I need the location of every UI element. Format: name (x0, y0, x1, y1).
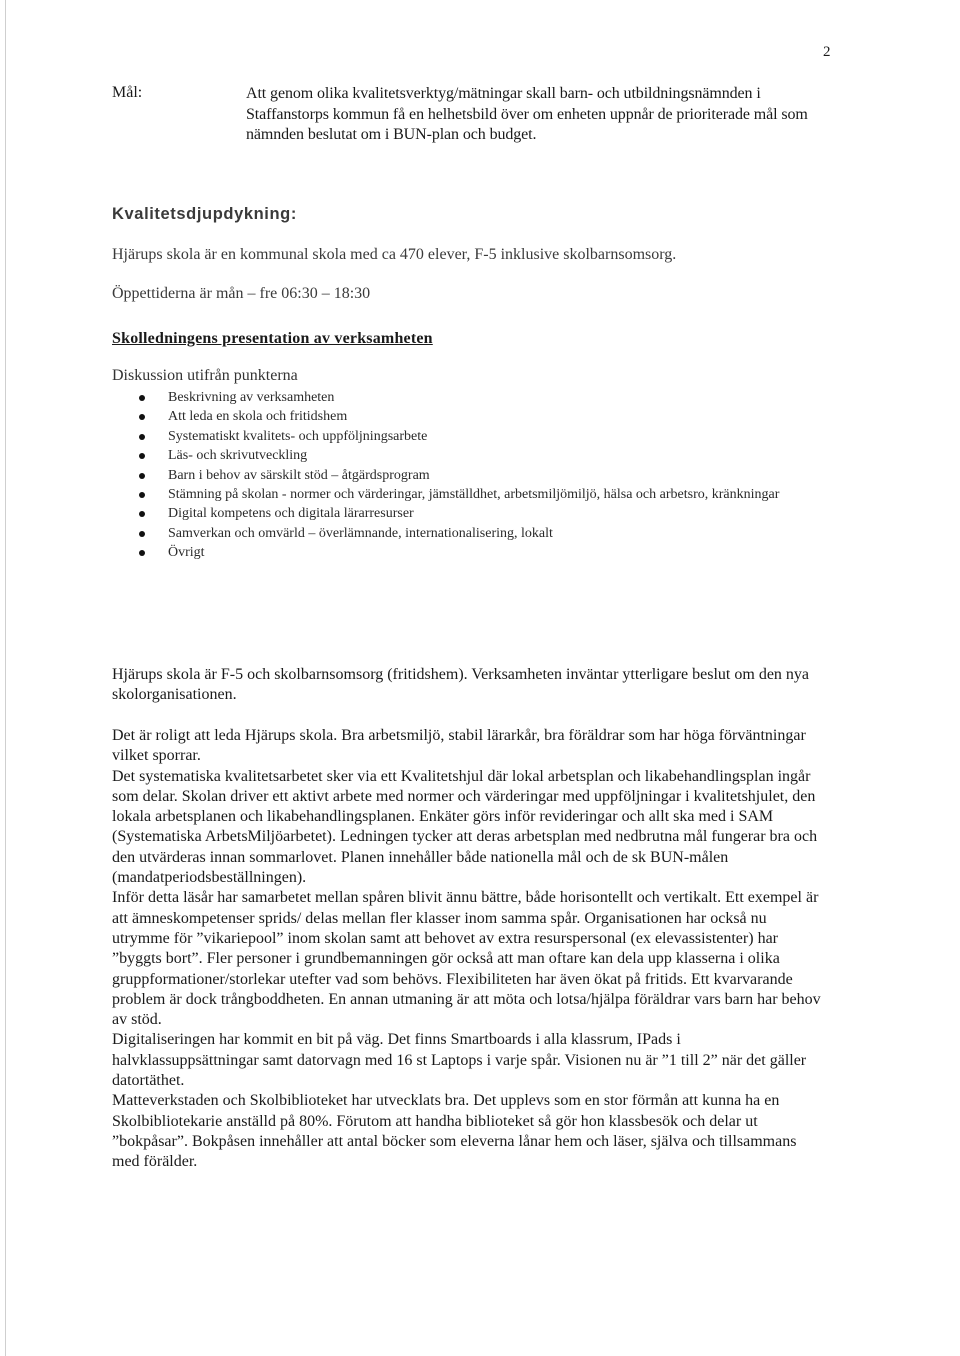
topic-text: Samverkan och omvärld – överlämnande, internationalisering, lokalt (168, 525, 553, 541)
goal-text: Att genom olika kvalitetsverktyg/mätningar skall barn- och utbildningsnämnden i Staffanstorps kommun få en helhetsbild över om enheten uppnår de prioriterade mål som nämnden beslutat om i BUN-plan och budget. (246, 85, 808, 143)
deep-dive-heading: Kvalitetsdjupdykning: (112, 205, 297, 223)
body-paragraph-organisation: Hjärups skola är F-5 och skolbarnsomsorg (fritidshem). Verksamheten inväntar ytterligare beslut om den nya skolorganisationen. (112, 666, 810, 704)
topic-text: Barn i behov av särskilt stöd – åtgärdsprogram (168, 467, 430, 483)
topic-text: Digital kompetens och digitala lärarresurser (168, 506, 414, 522)
bullet-icon (139, 395, 145, 401)
bullet-icon (139, 511, 145, 517)
goal-label: Mål: (112, 84, 143, 101)
topic-list (130, 388, 810, 563)
topic-item (130, 407, 810, 426)
topic-text: Övrigt (168, 545, 205, 561)
bullet-icon (139, 531, 145, 537)
topic-text: Läs- och skrivutveckling (168, 448, 308, 464)
topic-item (130, 446, 810, 465)
bullet-icon (139, 492, 145, 498)
topic-item (130, 524, 810, 543)
topic-item (130, 388, 810, 407)
topic-item (130, 485, 810, 504)
topic-item (130, 504, 810, 523)
discussion-intro: Diskussion utifrån punkterna (112, 367, 298, 384)
opening-hours: Öppettiderna är mån – fre 06:30 – 18:30 (112, 285, 371, 302)
body-paragraph-leadership: Det är roligt att leda Hjärups skola. Bra arbetsmiljö, stabil lärarkår, bra föräldrar som har höga förväntningar vilket sporrar. Det systematiska kvalitetsarbetet sker via ett Kvalitetshjul där lokal arbetsplan och likabehandlingsplan ingår som delar. Skolan driver ett aktivt arbete med normer och värderingar med uppföljningar i kvalitetshjulet, den lokala arbetsplanen och likabehandlingsplanen. Enkäter görs inför revideringar och allt ska med i SAM (Systematiska ArbetsMiljöarbetet). Ledningen tycker att deras arbetsplan med nedbrutna mål fungerar bra och den utvärderas innan sommarlovet. Planen innehåller både nationella mål och de sk BUN-målen (mandatperiodsbeställningen). Inför detta läsår har samarbetet mellan spåren blivit ännu bättre, både horisontellt och vertikalt. Ett exempel är att ämneskompetenser sprids/ delas mellan fler klasser inom samma spår. Organisationen har också nu utrymme för ”vikariepool” inom skolan samt att behovet av extra resurspersonal (ex elevassistenter) har ”byggts bort”. Fler personer i grundbemanningen gör också att man oftare kan dela upp klasserna i olika gruppformationer/storlekar utefter vad som behövs. Flexibiliteten har även ökat på fritids. Ett kvarvarande problem är dock trångboddheten. En annan utmaning är att möta och lotsa/hjälpa föräldrar vars barn har behov av stöd. Digitaliseringen har kommit en bit på väg. Det finns Smartboards i alla klassrum, IPads i halvklassuppsättningar samt datorvagn med 16 st Laptops i varje spår. Visionen nu är ”1 till 2” när det gäller datortäthet. Matteverkstaden och Skolbiblioteket har utvecklats bra. Det upplevs som en stor förmån att kunna ha en Skolbibliotekarie anställd på 80%. Förutom att handha biblioteket så gör hon klassbesök och delar ut ”bokpåsar”. Bokpåsen innehåller att antal böcker som eleverna lånar hem och läser, själva och tillsammans med förälder. (112, 727, 821, 1171)
topic-item (130, 427, 810, 446)
topic-text: Beskrivning av verksamheten (168, 390, 335, 405)
bullet-icon (139, 453, 145, 459)
page-number: 2 (823, 44, 831, 60)
topic-text: Att leda en skola och fritidshem (168, 409, 348, 425)
scan-edge-line (5, 0, 6, 1356)
bullet-icon (139, 473, 145, 479)
topic-text: Stämning på skolan - normer och värderingar, jämställdhet, arbetsmiljömiljö, hälsa och arbetsro, kränkningar (168, 487, 780, 503)
bullet-icon (139, 414, 145, 420)
school-info: Hjärups skola är en kommunal skola med ca 470 elever, F-5 inklusive skolbarnsomsorg. (112, 246, 677, 263)
presentation-heading: Skolledningens presentation av verksamheten (112, 330, 433, 347)
bullet-icon (139, 434, 145, 440)
topic-text: Systematiskt kvalitets- och uppföljningsarbete (168, 428, 428, 444)
topic-item (130, 466, 810, 485)
bullet-icon (139, 550, 145, 556)
topic-item (130, 543, 810, 562)
